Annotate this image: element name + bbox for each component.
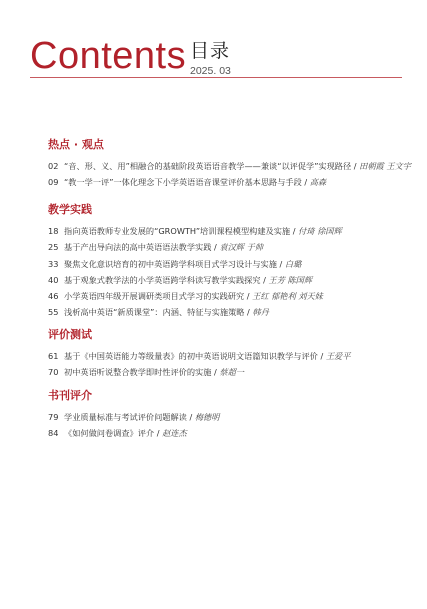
section-teaching-practice <box>48 203 342 321</box>
page-number: 84 <box>48 428 59 439</box>
article-author: 王爱平 <box>325 351 351 361</box>
article-author: 韩丹 <box>252 307 269 318</box>
article-title: 《如何做问卷调查》评介 <box>64 428 155 439</box>
article-title: 小学英语四年级开展调研类项目式学习的实践研究 <box>64 291 245 302</box>
page-number: 70 <box>48 367 59 378</box>
section-book-review <box>48 389 219 442</box>
article-author: 蔡超一 <box>219 367 244 378</box>
page-number: 55 <box>48 307 59 318</box>
article-title: 基于观象式教学法的小学英语跨学科读写教学实践探究 <box>64 274 261 285</box>
toc-entry[interactable]: 55 浅析高中英语“新质课堂”：内涵、特征与实施策略 / 韩丹 <box>48 307 269 318</box>
page-number: 09 <box>48 177 59 188</box>
section-title: 教学实践 <box>48 203 92 216</box>
article-title: 基于产出导向法的高中英语语法教学实践 <box>64 242 212 253</box>
article-author: 高森 <box>309 177 327 188</box>
article-author: 赵连杰 <box>162 428 187 439</box>
article-author: 付琦 徐国辉 <box>298 226 342 236</box>
toc-entry[interactable]: 02 “音、形、义、用”相融合的基础阶段英语语音教学——兼谈“以评促学”实现路径 / 田朝霞 王文宇 <box>48 161 411 171</box>
article-title: “音、形、义、用”相融合的基础阶段英语语音教学——兼谈“以评促学”实现路径 <box>64 161 352 171</box>
contents-title: Contents <box>30 35 187 77</box>
toc-entry[interactable]: 33 聚焦文化意识培育的初中英语跨学科项目式学习设计与实施 / 白璐 <box>48 258 302 269</box>
article-title: 聚焦文化意识培育的初中英语跨学科项目式学习设计与实施 <box>64 258 277 269</box>
toc-entry[interactable]: 84 《如何做问卷调查》评介 / 赵连杰 <box>48 428 187 439</box>
toc-entry[interactable]: 40 基于观象式教学法的小学英语跨学科读写教学实践探究 / 王芳 陈国辉 <box>48 274 313 285</box>
article-title: 指向英语教师专业发展的“GROWTH”培训课程模型构建及实施 <box>64 226 291 236</box>
page-number: 61 <box>48 351 59 361</box>
page-number: 02 <box>48 161 59 171</box>
article-title: 浅析高中英语“新质课堂”：内涵、特征与实施策略 <box>64 307 245 318</box>
page-number: 40 <box>48 274 59 285</box>
contents-title-chinese: 目录 <box>190 40 231 62</box>
toc-entry[interactable]: 79 学业质量标准与考试评价问题解读 / 梅德明 <box>48 412 220 422</box>
article-title: 基于《中国英语能力等级量表》的初中英语说明文语篇知识教学与评价 <box>64 351 318 361</box>
article-author: 袁汉辉 于帅 <box>219 242 263 253</box>
toc-entry[interactable]: 61 基于《中国英语能力等级量表》的初中英语说明文语篇知识教学与评价 / 王爱平 <box>48 351 351 361</box>
page-number: 33 <box>48 258 59 269</box>
article-author: 王红 郁艳利 刘天妹 <box>252 291 323 302</box>
article-title: 学业质量标准与考试评价问题解读 <box>64 412 187 422</box>
page-number: 46 <box>48 291 59 302</box>
section-title: 热点 · 观点 <box>48 138 104 151</box>
header-divider <box>30 77 402 78</box>
toc-entry[interactable]: 09 “教一学一评”一体化理念下小学英语语音课堂评价基本思路与手段 / 高森 <box>48 177 327 188</box>
issue-date: 2025. 03 <box>190 65 231 77</box>
article-author: 田朝霞 王文宇 <box>359 161 411 171</box>
page-number: 79 <box>48 412 59 422</box>
toc-entry[interactable]: 46 小学英语四年级开展调研类项目式学习的实践研究 / 王红 郁艳利 刘天妹 <box>48 291 323 302</box>
article-author: 梅德明 <box>194 412 220 422</box>
section-title: 评价测试 <box>48 328 92 341</box>
article-title: 初中英语听说整合教学即时性评价的实施 <box>64 367 212 378</box>
toc-entry[interactable]: 70 初中英语听说整合教学即时性评价的实施 / 蔡超一 <box>48 367 244 378</box>
page-number: 25 <box>48 242 59 253</box>
toc-entry[interactable]: 18 指向英语教师专业发展的“GROWTH”培训课程模型构建及实施 / 付琦 徐国辉 <box>48 226 342 236</box>
page-number: 18 <box>48 226 59 236</box>
section-assessment <box>48 328 350 381</box>
article-author: 王芳 陈国辉 <box>268 274 313 285</box>
section-hot-topics <box>48 138 411 191</box>
article-title: “教一学一评”一体化理念下小学英语语音课堂评价基本思路与手段 <box>64 177 302 188</box>
toc-entry[interactable]: 25 基于产出导向法的高中英语语法教学实践 / 袁汉辉 于帅 <box>48 242 263 253</box>
section-title: 书刊评介 <box>48 389 92 402</box>
article-author: 白璐 <box>284 258 302 269</box>
